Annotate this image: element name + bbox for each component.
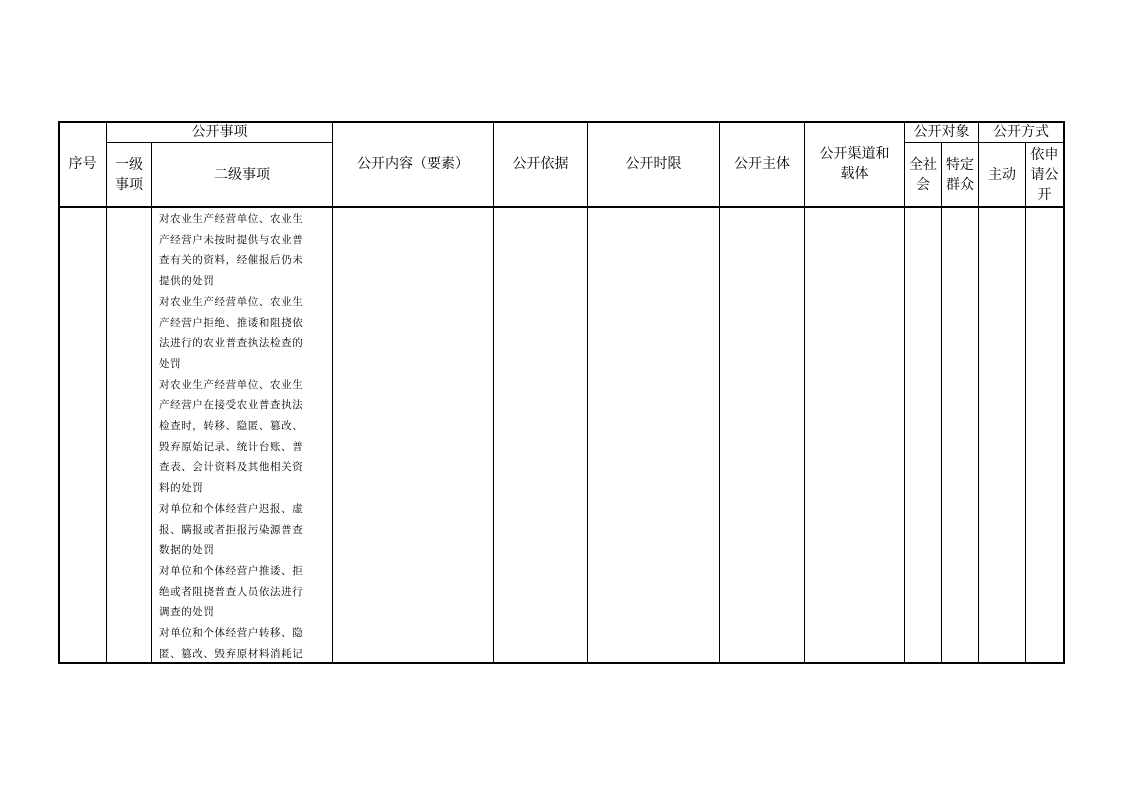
header-method-request: 依申 请公 开	[1030, 146, 1059, 203]
list-item	[159, 292, 329, 375]
list-item-line: 对单位和个体经营户推诿、拒	[159, 564, 304, 577]
header-content: 公开内容（要素）	[357, 156, 469, 172]
list-item-line: 绝或者阻挠普查人员依法进行	[159, 585, 304, 598]
list-item-line: 匿、篡改、毁弃原材料消耗记	[159, 647, 304, 660]
header-public-items: 公开事项	[191, 124, 248, 140]
list-item-line: 对农业生产经营单位、农业生	[159, 295, 304, 308]
list-item-line: 对农业生产经营单位、农业生	[159, 213, 304, 225]
header-method-active: 主动	[988, 166, 1016, 183]
list-item-line: 报、瞒报或者拒报污染源普查	[159, 523, 304, 536]
col-divider-11	[1025, 143, 1026, 663]
list-item-line: 产经营户在接受农业普查执法	[159, 399, 304, 412]
list-item	[159, 561, 329, 623]
col-divider-2	[151, 143, 152, 663]
col-divider-9	[941, 143, 942, 663]
header-basis: 公开依据	[512, 156, 569, 172]
list-item-line: 数据的处罚	[159, 544, 215, 557]
list-item-line: 查有关的资料，经催报后仍未	[159, 254, 304, 267]
list-item-line: 调查的处罚	[159, 606, 215, 619]
header-target-all: 全社 会	[909, 156, 937, 193]
list-item	[159, 375, 329, 499]
header-time-limit: 公开时限	[625, 156, 682, 172]
header-method: 公开方式	[993, 124, 1049, 140]
list-item-line: 检查时，转移、隐匿、篡改、	[159, 420, 304, 433]
header-level2: 二级事项	[214, 166, 270, 183]
list-item-line: 对单位和个体经营户转移、隐	[159, 627, 304, 640]
header-level1: 一级 事项	[115, 156, 143, 193]
list-item-line: 产经营户未按时提供与农业普	[159, 233, 304, 246]
level2-items-list	[159, 209, 329, 664]
header-bottom-border	[58, 206, 1064, 208]
list-item-line: 提供的处罚	[159, 275, 215, 288]
list-item	[159, 499, 329, 561]
header-subject: 公开主体	[734, 156, 790, 172]
header-target-specific: 特定 群众	[946, 156, 974, 193]
list-item	[159, 623, 329, 664]
table-right-border	[1063, 121, 1065, 664]
list-item-line: 处罚	[159, 357, 182, 370]
list-item-line: 查表、会计资料及其他相关资	[159, 461, 304, 474]
list-item-line: 料的处罚	[159, 482, 204, 495]
list-item-line: 毁弃原始记录、统计台账、普	[159, 440, 304, 453]
list-item-line: 法进行的农业普查执法检查的	[159, 337, 304, 350]
list-item	[159, 209, 329, 292]
header-seq: 序号	[68, 156, 97, 172]
list-item-line: 对农业生产经营单位、农业生	[159, 378, 304, 391]
list-item-line: 产经营户拒绝、推诿和阻挠依	[159, 316, 304, 329]
header-channel: 公开渠道和 载体	[819, 146, 890, 182]
list-item-line: 对单位和个体经营户迟报、虚	[159, 502, 304, 515]
header-target: 公开对象	[913, 124, 970, 140]
